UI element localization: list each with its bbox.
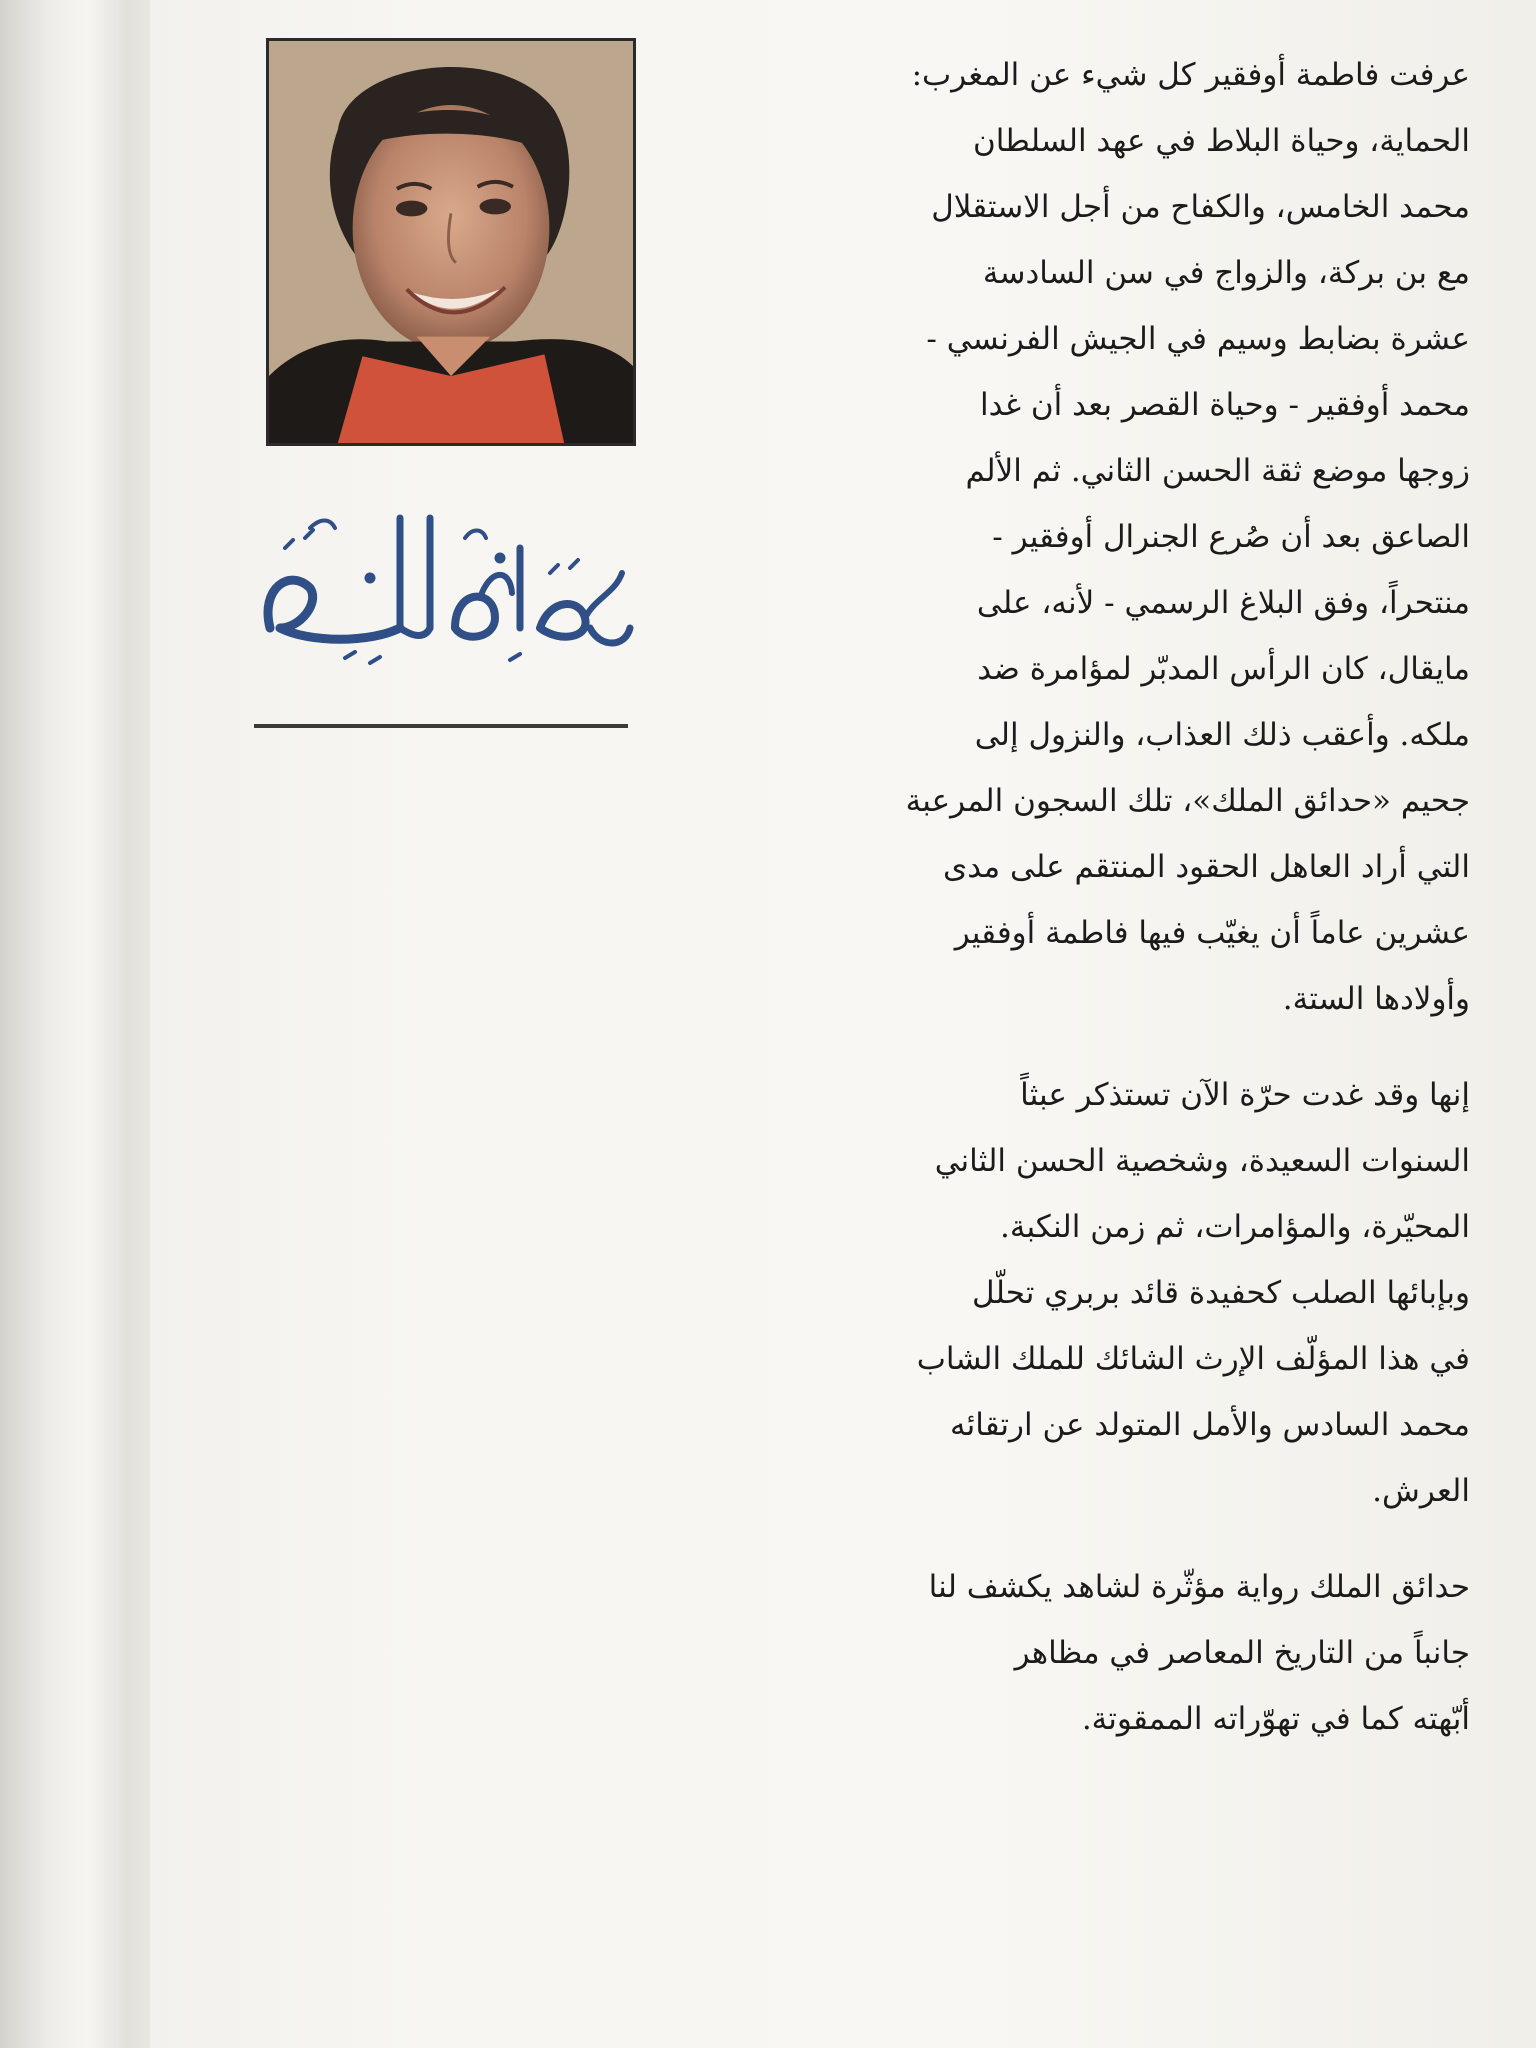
back-cover-blurb [665, 42, 1470, 1752]
blurb-paragraph-2: إنها وقد غدت حرّة الآن تستذكر عبثاً السنوات السعيدة، وشخصية الحسن الثاني المحيّرة، والمؤامرات، ثم زمن النكبة. وبإبائها الصلب كحفيدة قائد بربري تحلّل في هذا المؤلّف الإرث الشائك للملك الشاب محمد السادس والأمل المتولد عن ارتقائه العرش. [916, 1077, 1470, 1509]
blurb-paragraph-3: حدائق الملك رواية مؤثّرة لشاهد يكشف لنا جانباً من التاريخ المعاصر في مظاهر أبّهته كما في تهوّراته الممقوتة. [928, 1569, 1470, 1737]
book-title-calligraphy [250, 478, 640, 678]
author-photo [266, 38, 636, 446]
divider-line [254, 724, 628, 728]
blurb-paragraph-1: عرفت فاطمة أوفقير كل شيء عن المغرب: الحماية، وحياة البلاط في عهد السلطان محمد الخامس، والكفاح من أجل الاستقلال مع بن بركة، والزواج في سن السادسة عشرة بضابط وسيم في الجيش الفرنسي - محمد أوفقير - وحياة القصر بعد أن غدا زوجها موضع ثقة الحسن الثاني. ثم الألم الصاعق بعد أن صُرع الجنرال أوفقير - منتحراً، وفق البلاغ الرسمي - لأنه، على مايقال، كان الرأس المدبّر لمؤامرة ضد ملكه. وأعقب ذلك العذاب، والنزول إلى جحيم «حدائق الملك»، تلك السجون المرعبة التي أراد العاهل الحقود المنتقم على مدى عشرين عاماً أن يغيّب فيها فاطمة أوفقير وأولادها الستة. [905, 57, 1470, 1017]
book-spine [0, 0, 160, 2048]
